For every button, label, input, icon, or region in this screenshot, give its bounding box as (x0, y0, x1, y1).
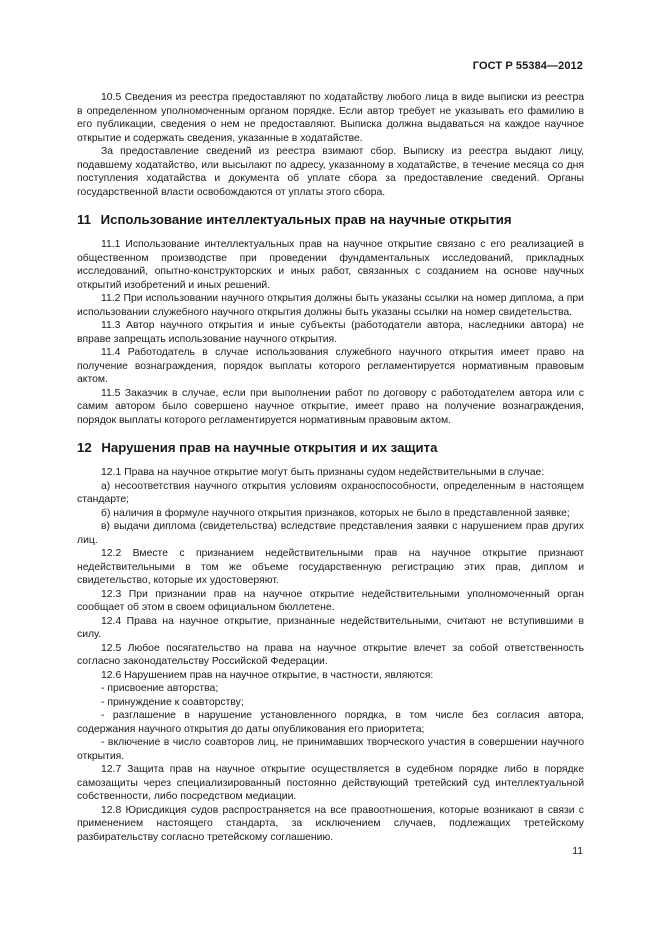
section-11-title: Использование интеллектуальных прав на научные открытия (100, 212, 512, 227)
clause-12-1: 12.1 Права на научное открытие могут быть признаны судом недействительными в случае: (101, 467, 545, 478)
clause-12-2: 12.2 Вместе с признанием недействительными прав на научное открытие признают недействительными в том же объеме государственную регистрацию этих прав, диплом и свидетельство, которые их удостоверяют. (77, 548, 584, 586)
clause-11-2: 11.2 При использовании научного открытия должны быть указаны ссылки на номер диплома, а при использовании служебного научного открытия должны быть указаны ссылки на номер свидетельства. (77, 293, 584, 318)
section-11-number: 11 (77, 212, 91, 227)
page-number: 11 (572, 846, 583, 857)
clause-12-6-item-2: - принуждение к соавторству; (101, 696, 244, 708)
page-content (77, 91, 584, 844)
standard-header: ГОСТ Р 55384—2012 (472, 60, 583, 72)
section-12-number: 12 (77, 440, 92, 455)
clause-11-4: 11.4 Работодатель в случае использования служебного научного открытия имеет право на получение вознаграждения, порядок выплаты которого регламентируется нормативным правовым актом. (77, 347, 584, 385)
section-12-heading (77, 440, 584, 456)
clause-12-3: 12.3 При признании прав на научное открытие недействительными уполномоченный орган сообщает об этом в своем официальном бюллетене. (77, 588, 584, 613)
clause-10-5: 10.5 Сведения из реестра предоставляют по ходатайству любого лица в виде выписки из реестра в определенном уполномоченным органом порядке. Если автор требует не указывать его фамилию в его публикации, сведения о нем не предоставляют. Выписка должна выдаваться на каждое научное открытие и содержать сведения, указанные в ходатайстве. (77, 92, 584, 144)
clause-12-4: 12.4 Права на научное открытие, признанные недействительными, считают не вступившими в силу. (77, 615, 584, 640)
clause-12-6-item-1: - присвоение авторства; (101, 683, 219, 694)
clause-12-6-item-3: - разглашение в нарушение установленного порядка, в том числе без согласия автора, содержания научного открытия до даты опубликования его приоритета; (77, 710, 584, 735)
clause-12-1-c: в) выдачи диплома (свидетельства) вследствие представления заявки с нарушением прав других лиц. (77, 521, 584, 546)
clause-12-7: 12.7 Защита прав на научное открытие осуществляется в судебном порядке либо в порядке самозащиты через специализированный постоянно действующий третейский суд интеллектуальной собственности, либо посредством медиации. (77, 764, 584, 802)
clause-10-5-fee: За предоставление сведений из реестра взимают сбор. Выписку из реестра выдают лицу, подавшему ходатайство, или высылают по адресу, указанному в ходатайстве, в течение месяца со дня поступления ходатайства и документа об уплате сбора за предоставление сведений. Органы государственной власти освобождаются от уплаты этого сбора. (77, 146, 584, 198)
clause-11-1: 11.1 Использование интеллектуальных прав на научное открытие связано с его реализацией в общественном производстве при проведении фундаментальных исследований, прикладных исследований, опытно-конструкторских и иных работ, связанных с созданием на основе научных открытий изобретений и иных решений. (77, 239, 584, 291)
clause-12-8: 12.8 Юрисдикция судов распространяется на все правоотношения, которые возникают в связи с применением настоящего стандарта, за исключением случаев, подлежащих третейскому разбирательству согласно третейскому соглашению. (77, 804, 584, 843)
section-12-title: Нарушения прав на научные открытия и их защита (101, 440, 438, 455)
clause-12-6-item-4: - включение в число соавторов лиц, не принимавших творческого участия в совершении научного открытия. (77, 737, 584, 762)
clause-12-1-b: б) наличия в формуле научного открытия признаков, которых не было в представленной заявке; (101, 507, 570, 519)
clause-12-6: 12.6 Нарушением прав на научное открытие, в частности, являются: (101, 669, 434, 681)
clause-11-5: 11.5 Заказчик в случае, если при выполнении работ по договору с работодателем автора или с самим автором было совершено научное открытие, имеет право на получение вознаграждения, порядок выплаты которого регламентируется нормативным правовым актом. (77, 387, 584, 426)
clause-11-3: 11.3 Автор научного открытия и иные субъекты (работодатели автора, наследники автора) не вправе запрещать использование научного открытия. (77, 320, 584, 345)
section-11-heading (77, 212, 584, 228)
clause-12-5: 12.5 Любое посягательство на права на научное открытие влечет за собой ответственность согласно законодательству Российской Федерации. (77, 642, 584, 667)
clause-12-1-a: а) несоответствия научного открытия условиям охраноспособности, определенным в настоящем стандарте; (77, 480, 584, 505)
